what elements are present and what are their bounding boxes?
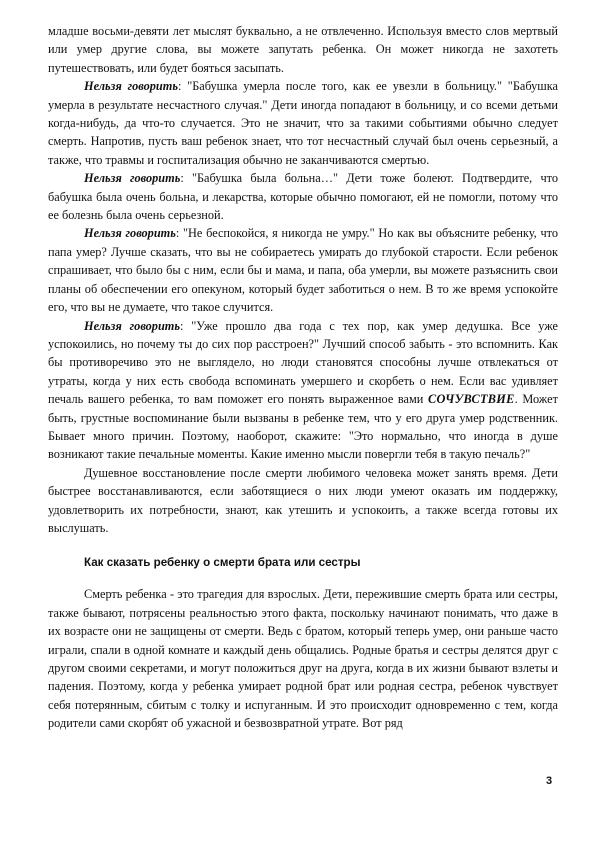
paragraph-text: : "Не беспокойся, я никогда не умру." Но как вы объясните ребенку, что папа умер? Лучше сказать, что вы не собираетесь умирать до глубокой старости. Если ребенок спрашивает, что было бы с ним, если бы и мама, и папа, оба умерли, вы можете разъяснить свои планы об обеспечении его опекуном, который будет заботиться о нем. В то же время успокойте его, что вы не думаете, что такое случится. <box>48 226 558 315</box>
phrase-lead: Нельзя говорить <box>84 79 178 94</box>
paragraph-recovery: Душевное восстановление после смерти любимого человека может занять время. Дети быстрее восстанавливаются, если заботящиеся о них люди умеют оказать им поддержку, удовлетворить их потребности, знают, как утешить и успокоить, а также всегда готовы их выслушать. <box>48 465 558 535</box>
paragraph-sibling: Смерть ребенка - это трагедия для взрослых. Дети, пережившие смерть брата или сестры, также бывают, потрясены реальностью этого факта, поскольку начинают понимать, что даже в их возрасте они не защищены от смерти. Ведь с братом, который теперь умер, они раньше часто играли, спали в одной комнате и каждый день общались. Родные братья и сестры делятся друг с другом своими секретами, и могут положиться друг на друга, когда в их жизни бывают взлеты и падения. Поэтому, когда у ребенка умирает родной брат или родная сестра, ребенок чувствует себя потерянным, сбитым с толку и испуганным. И это происходит одновременно с тем, когда родители сами скорбят об ужасной и безвозвратной утрате. Вот ряд <box>48 587 558 731</box>
paragraph-text: : "Бабушка была больна…" Дети тоже болеют. Подтвердите, что бабушка была очень больна, и лекарства, которые обычно помогают, ей не помогли, потому что ее болезнь была очень серьезной. <box>48 171 558 223</box>
phrase-lead: Нельзя говорить <box>84 171 181 186</box>
paragraph-intro: младше восьми-девяти лет мыслят буквально, а не отвлеченно. Используя вместо слов мертвый или умер другие слова, вы можете запутать ребенка. Он может никогда не захотеть путешествовать, или будет бояться засыпать. <box>48 24 558 75</box>
paragraph-two-years <box>48 317 558 464</box>
paragraph-never-die <box>48 224 558 316</box>
document-page <box>48 22 558 733</box>
page-number: 3 <box>546 775 553 787</box>
paragraph-text: : "Уже прошло два года с тех пор, как умер дедушка. Все уже успокоились, но почему ты до сих пор расстроен?" Лучший способ забыть - это вспомнить. Как бы противоречиво это не выглядело, но люди становятся способны лучше отвлекаться от утраты, когда у них есть свобода вспоминать умершего и скорбеть о нем. Если вас удивляет печаль вашего ребенка, то вам поможет его понять выраженное вами <box>48 318 558 407</box>
paragraph-text: : "Бабушка умерла после того, как ее увезли в больницу." "Бабушка умерла в результате несчастного случая." Дети иногда попадают в больницу, и со всеми детьми когда-нибудь, да что-то случается. Это не значит, что за такими событиями обычно следует смерть. Напротив, пусть ваш ребенок знает, что тот несчастный случай был очень серьезный, а также, что травмы и госпитализация обычно не заканчиваются смертью. <box>48 79 558 167</box>
paragraph-hospital <box>48 77 558 169</box>
phrase-lead: Нельзя говорить <box>84 318 180 333</box>
emphasis-word: СОЧУВСТВИЕ <box>427 392 515 407</box>
phrase-lead: Нельзя говорить <box>84 226 176 241</box>
paragraph-text: . Может быть, грустные воспоминание были вызваны в ребенке тем, что у его друга умер родственник. Бывает много причин. Поэтому, наоборот, скажите: "Это нормально, что иногда в душе возникают такие печальные моменты. Какие именно мысли повергли тебя в такую печаль?" <box>48 392 558 462</box>
paragraph-illness <box>48 169 558 224</box>
section-heading: Как сказать ребенку о смерти брата или сестры <box>84 556 361 570</box>
